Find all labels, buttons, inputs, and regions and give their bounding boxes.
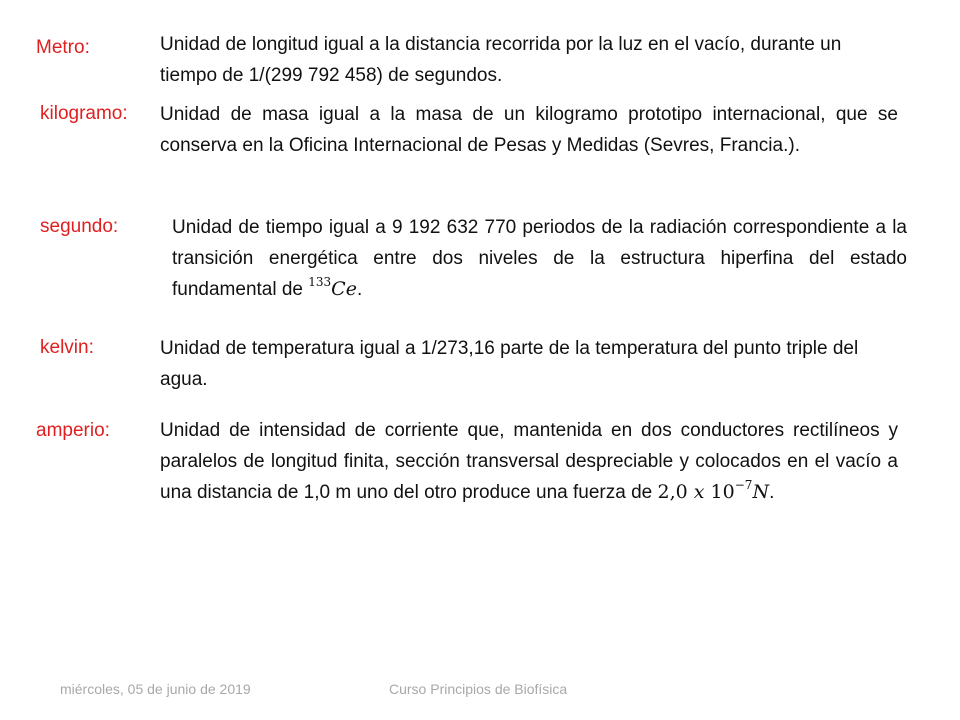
definition-kilogramo: Unidad de masa igual a la masa de un kilogramo prototipo internacional, que se conserva en la Oficina Internacional de Pesas y Medidas (Sevres, Francia.).: [160, 104, 898, 156]
term-metro: Metro:: [36, 37, 90, 58]
force-unit: N: [752, 481, 770, 503]
term-kilogramo: kilogramo:: [40, 103, 128, 124]
force-expression: [657, 478, 770, 503]
power-exponent: −7: [734, 478, 753, 492]
force-coefficient: 2,0: [657, 481, 688, 503]
definition-segundo: [172, 212, 907, 305]
times-symbol: x: [693, 481, 705, 503]
definition-amperio-end: .: [769, 482, 775, 503]
footer-course: Curso Principios de Biofísica: [389, 681, 568, 697]
term-segundo: segundo:: [40, 216, 119, 237]
isotope-symbol: [308, 275, 357, 300]
definition-kelvin: Unidad de temperatura igual a 1/273,16 parte de la temperatura del punto triple del agua.: [160, 338, 859, 390]
term-amperio: amperio:: [36, 420, 110, 441]
element-symbol: Ce: [331, 278, 357, 300]
power-base: 10: [710, 481, 735, 503]
footer-date: miércoles, 05 de junio de 2019: [60, 681, 251, 697]
definition-segundo-text: Unidad de tiempo igual a 9 192 632 770 periodos de la radiación correspondiente a la transición energética entre dos niveles de la estructura hiperfina del estado fundamental de: [172, 217, 907, 300]
definition-amperio-text: Unidad de intensidad de corriente que, mantenida en dos conductores rectilíneos y paralelos de longitud finita, sección transversal despreciable y colocados en el vacío a una distancia de 1,0 m uno del otro produce una fuerza de: [160, 420, 898, 503]
definition-amperio: [160, 415, 898, 508]
isotope-mass-number: 133: [308, 275, 332, 289]
definition-segundo-end: .: [356, 279, 363, 300]
term-kelvin: kelvin:: [40, 337, 94, 358]
definition-metro: Unidad de longitud igual a la distancia recorrida por la luz en el vacío, durante un tiempo de 1/(299 792 458) de segundos.: [160, 34, 842, 86]
